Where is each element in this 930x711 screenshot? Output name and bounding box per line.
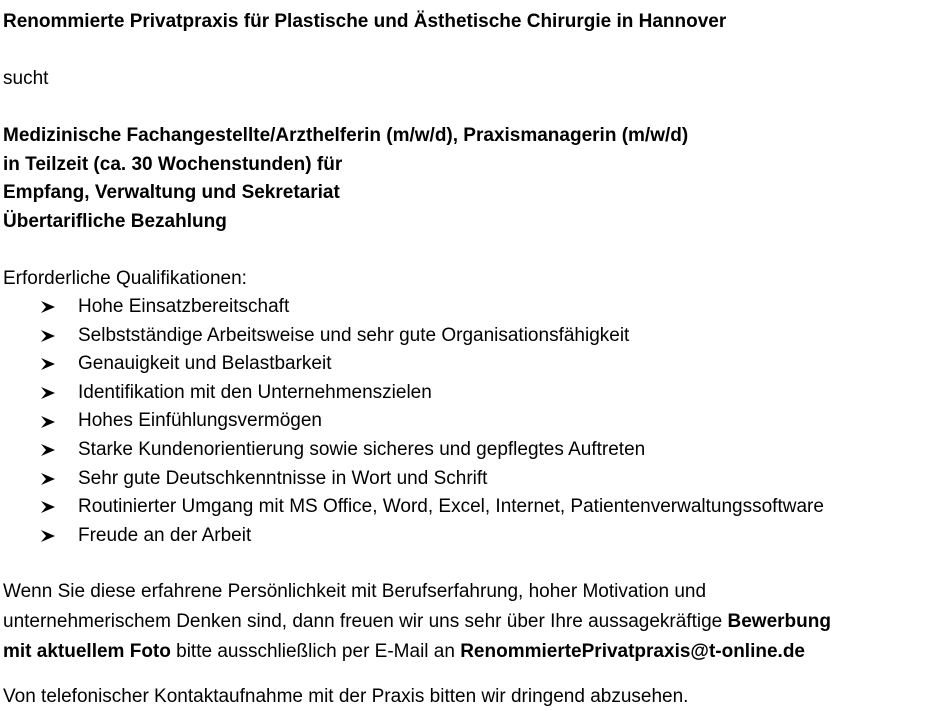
list-item-text: Identifikation mit den Unternehmenszielen xyxy=(78,381,432,403)
position-pay: Übertarifliche Bezahlung xyxy=(3,210,227,232)
page-title: Renommierte Privatpraxis für Plastische und Ästhetische Chirurgie in Hannover xyxy=(3,11,727,32)
list-item xyxy=(40,522,824,551)
list-item-text: Freude an der Arbeit xyxy=(78,524,252,546)
closing-line-3-text: bitte ausschließlich per E-Mail an xyxy=(170,641,461,662)
arrow-bullet-icon xyxy=(40,357,56,371)
arrow-bullet-icon xyxy=(40,472,56,486)
list-item-text: Starke Kundenorientierung sowie sicheres und gepflegtes Auftreten xyxy=(78,438,646,460)
arrow-bullet-icon xyxy=(40,386,56,400)
list-item-text: Routinierter Umgang mit MS Office, Word, Excel, Internet, Patientenverwaltungssoftware xyxy=(78,496,824,518)
list-item-text: Selbstständige Arbeitsweise und sehr gute Organisationsfähigkeit xyxy=(78,324,630,346)
list-item xyxy=(40,407,824,436)
qualifications-heading: Erforderliche Qualifikationen: xyxy=(3,268,247,289)
contact-note: Von telefonischer Kontaktaufnahme mit der Praxis bitten wir dringend abzusehen. xyxy=(3,686,689,707)
list-item xyxy=(40,350,824,379)
arrow-bullet-icon xyxy=(40,443,56,457)
position-hours: in Teilzeit (ca. 30 Wochenstunden) für xyxy=(3,153,343,175)
list-item-text: Hohes Einfühlungsvermögen xyxy=(78,410,322,432)
list-item xyxy=(40,293,824,322)
list-item xyxy=(40,465,824,494)
closing-line-3 xyxy=(3,637,930,667)
position-areas: Empfang, Verwaltung und Sekretariat xyxy=(3,182,340,204)
closing-paragraph xyxy=(3,577,930,667)
closing-line-2 xyxy=(3,607,930,637)
closing-line-2-text: unternehmerischem Denken sind, dann freuen wir uns sehr über Ihre aussagekräftige xyxy=(3,611,728,632)
list-item-text: Sehr gute Deutschkenntnisse in Wort und Schrift xyxy=(78,467,488,489)
application-label: Bewerbung xyxy=(727,611,831,632)
arrow-bullet-icon xyxy=(40,300,56,314)
email-address: RenommiertePrivatpraxis@t-online.de xyxy=(460,641,805,662)
list-item-text: Genauigkeit und Belastbarkeit xyxy=(78,353,332,375)
list-item-text: Hohe Einsatzbereitschaft xyxy=(78,296,290,317)
position-title: Medizinische Fachangestellte/Arzthelferin (m/w/d), Praxismanagerin (m/w/d) xyxy=(3,125,689,146)
arrow-bullet-icon xyxy=(40,329,56,343)
position-block xyxy=(3,122,688,236)
qualifications-list xyxy=(40,293,824,550)
list-item xyxy=(40,379,824,408)
closing-line-1: Wenn Sie diese erfahrene Persönlichkeit mit Berufserfahrung, hoher Motivation und xyxy=(3,581,707,602)
sucht-text: sucht xyxy=(3,68,49,89)
list-item xyxy=(40,436,824,465)
arrow-bullet-icon xyxy=(40,500,56,514)
list-item xyxy=(40,493,824,522)
arrow-bullet-icon xyxy=(40,415,56,429)
list-item xyxy=(40,322,824,351)
arrow-bullet-icon xyxy=(40,529,56,543)
photo-label: mit aktuellem Foto xyxy=(3,641,171,662)
